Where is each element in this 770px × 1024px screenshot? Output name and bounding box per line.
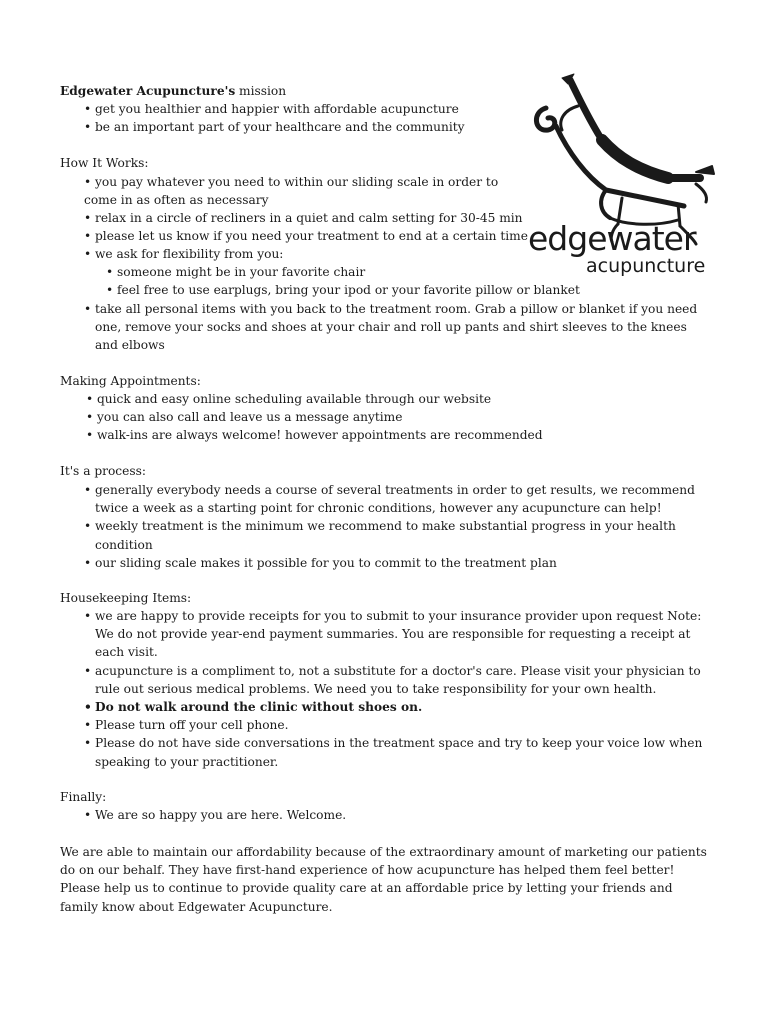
housekeeping-heading: Housekeeping Items: bbox=[60, 591, 192, 605]
sub-list-item: • someone might be in your favorite chair bbox=[106, 263, 606, 281]
list-item: • be an important part of your healthcare and the community bbox=[84, 118, 524, 136]
how-it-works-heading: How It Works: bbox=[60, 156, 149, 170]
list-item: • weekly treatment is the minimum we recommend to make substantial progress in your health condition bbox=[84, 517, 709, 553]
logo-wordmark-acupuncture: acupuncture bbox=[586, 255, 706, 277]
list-item bbox=[84, 173, 544, 191]
finally-heading: Finally: bbox=[60, 790, 107, 804]
list-item-bold: • Do not walk around the clinic without shoes on. bbox=[84, 698, 712, 716]
logo-wordmark-edgewater: edgewater bbox=[528, 219, 696, 258]
how-it-works-list bbox=[84, 173, 544, 191]
mission-list bbox=[84, 100, 524, 136]
finally-list bbox=[84, 806, 644, 824]
list-item: • generally everybody needs a course of several treatments in order to get results, we recommend twice a week as a starting point for chronic conditions, however any acupuncture can help! bbox=[84, 481, 709, 517]
process-heading: It's a process: bbox=[60, 464, 146, 478]
list-item: • Please do not have side conversations in the treatment space and try to keep your voice low when speaking to your practitioner. bbox=[84, 734, 712, 770]
mission-heading bbox=[60, 82, 286, 100]
list-item: • acupuncture is a compliment to, not a substitute for a doctor's care. Please visit your physician to rule out serious medical problems. We need you to take responsibility for your own health. bbox=[84, 662, 712, 698]
housekeeping-list bbox=[84, 607, 712, 771]
list-item: • our sliding scale makes it possible for you to commit to the treatment plan bbox=[84, 554, 709, 572]
personal-items-list bbox=[84, 300, 709, 355]
appointments-heading: Making Appointments: bbox=[60, 374, 201, 388]
list-item: • we are happy to provide receipts for you to submit to your insurance provider upon request Note: We do not provide year-end payment summaries. You are responsible for requesting a receipt at each visit. bbox=[84, 607, 712, 662]
list-item: • Please turn off your cell phone. bbox=[84, 716, 712, 734]
process-list bbox=[84, 481, 709, 572]
closing-paragraph: We are able to maintain our affordability because of the extraordinary amount of marketing our patients do on our behalf. They have first-hand experience of how acupuncture has helped them feel better! Please help us to continue to provide quality care at an affordable price by letting your friends and family know about Edgewater Acupuncture. bbox=[60, 845, 707, 914]
list-item: • get you healthier and happier with affordable acupuncture bbox=[84, 100, 524, 118]
list-item: • please let us know if you need your treatment to end at a certain time bbox=[84, 227, 544, 245]
list-item-text: you pay whatever you need to within our sliding scale in order to bbox=[95, 175, 499, 189]
list-item: • walk-ins are always welcome! however appointments are recommended bbox=[86, 426, 646, 444]
list-item: • we ask for flexibility from you: bbox=[84, 245, 544, 263]
edgewater-logo bbox=[528, 66, 728, 284]
list-item: • We are so happy you are here. Welcome. bbox=[84, 806, 644, 824]
mission-title-bold: Edgewater Acupuncture's bbox=[60, 84, 236, 98]
list-item: • you can also call and leave us a message anytime bbox=[86, 408, 646, 426]
list-item-continuation: come in as often as necessary bbox=[84, 193, 269, 207]
mission-title-rest: mission bbox=[235, 84, 287, 98]
list-item: • relax in a circle of recliners in a quiet and calm setting for 30-45 min bbox=[84, 209, 544, 227]
sub-list-item: • feel free to use earplugs, bring your ipod or your favorite pillow or blanket bbox=[106, 281, 606, 299]
list-item: • take all personal items with you back to the treatment room. Grab a pillow or blanket if you need one, remove your socks and shoes at your chair and roll up pants and shirt sleeves to the knees and elbows bbox=[84, 300, 709, 355]
appointments-list bbox=[86, 390, 646, 445]
how-it-works-list-cont bbox=[84, 209, 544, 264]
list-item: • quick and easy online scheduling available through our website bbox=[86, 390, 646, 408]
